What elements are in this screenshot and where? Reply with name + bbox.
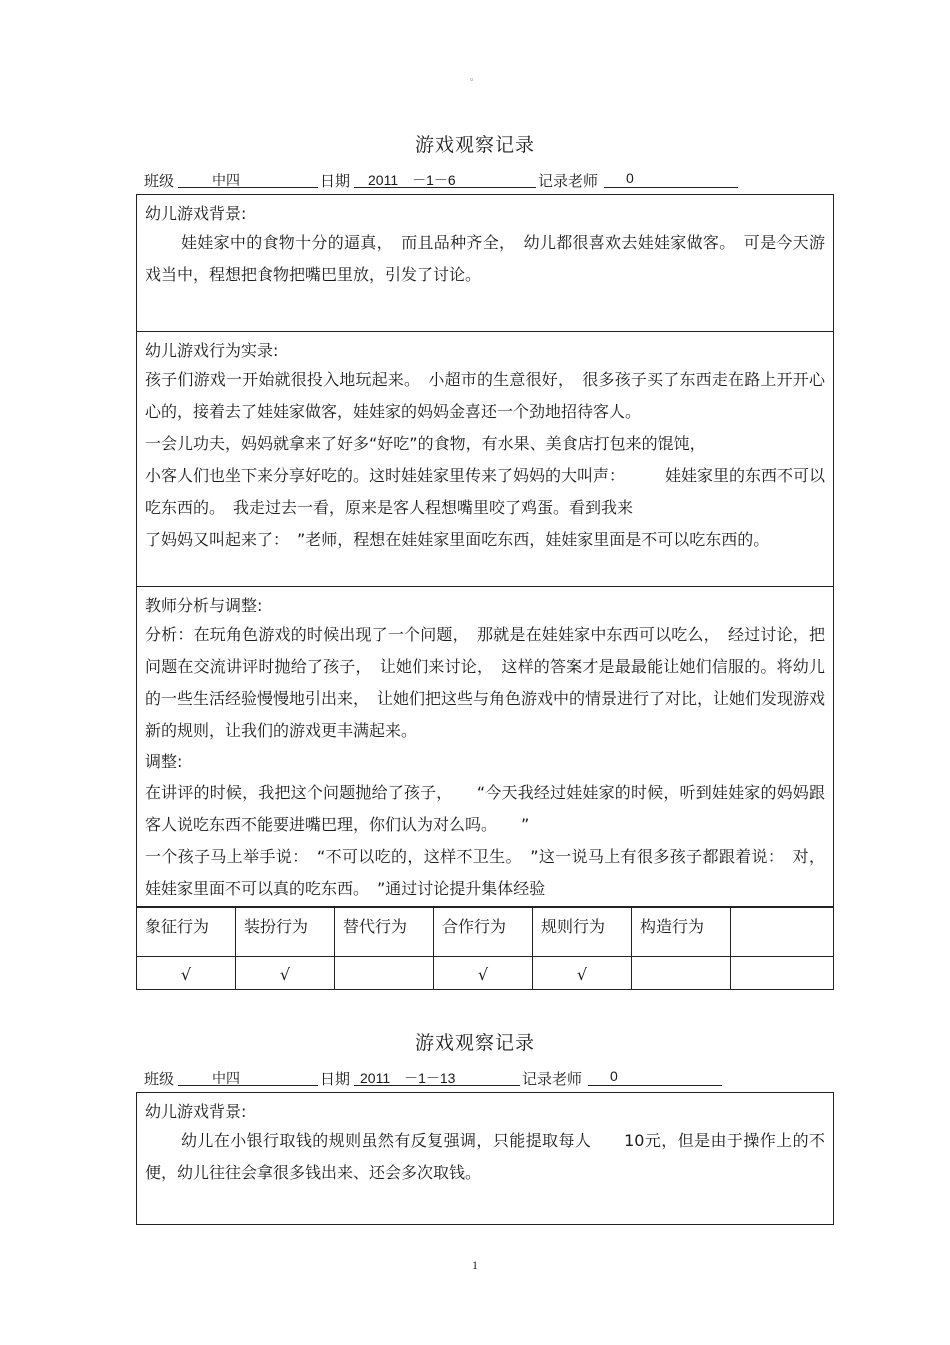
behavior-check-row (137, 956, 833, 989)
analysis-heading: 教师分析与调整: (145, 596, 263, 615)
check-cell: √ (236, 957, 335, 989)
teacher-value: 0 (588, 1068, 722, 1086)
behavior-type-cell: 装扮行为 (236, 908, 335, 956)
date-label: 日期 (320, 172, 351, 190)
teacher-label: 记录老师 (522, 1070, 583, 1088)
date-label: 日期 (320, 1070, 351, 1088)
top-mark: 。 (470, 73, 480, 83)
record1-table (136, 194, 834, 990)
check-cell: √ (533, 957, 632, 989)
teacher-label: 记录老师 (538, 172, 599, 190)
date-value: 2011 －1－13 (354, 1068, 520, 1086)
teacher-value: 0 (604, 170, 738, 188)
behavior-type-cell: 合作行为 (434, 908, 533, 956)
check-cell: √ (137, 957, 236, 989)
background-text: 幼儿在小银行取钱的规则虽然有反复强调，只能提取每人 10元，但是由于操作上的不便，幼儿往往会拿很多钱出来、还会多次取钱。 (145, 1131, 825, 1182)
record2-table (136, 1092, 834, 1225)
behavior-type-cell (731, 908, 833, 956)
check-cell (632, 957, 731, 989)
adjust-heading: 调整: (145, 752, 183, 771)
behavior-type-cell: 构造行为 (632, 908, 731, 956)
behavior-type-cell: 替代行为 (335, 908, 434, 956)
page-number: 1 (472, 1258, 478, 1272)
background-text: 娃娃家中的食物十分的逼真， 而且品种齐全， 幼儿都很喜欢去娃娃家做客。 可是今天游戏当中，程想把食物把嘴巴里放，引发了讨论。 (145, 233, 825, 284)
record1-title: 游戏观察记录 (414, 134, 535, 156)
behavior-heading: 幼儿游戏行为实录: (145, 341, 279, 360)
check-cell (731, 957, 833, 989)
behavior-type-cell: 规则行为 (533, 908, 632, 956)
background-section (137, 1093, 833, 1224)
behavior-type-cell: 象征行为 (137, 908, 236, 956)
record2-title: 游戏观察记录 (414, 1032, 535, 1054)
class-value: 中四 (178, 1068, 318, 1086)
class-label: 班级 (144, 1070, 175, 1088)
date-value: 2011 －1－6 (354, 170, 536, 188)
check-cell: √ (434, 957, 533, 989)
analysis-text: 分析：在玩角色游戏的时候出现了一个问题， 那就是在娃娃家中东西可以吃么， 经过讨论，把问题在交流讲评时抛给了孩子， 让她们来讨论， 这样的答案才是最最能让她们信服的。将幼儿的一些生活经验慢慢地引出来， 让她们把这些与角色游戏中的情景进行了对比，让她们发现游戏新的规则，让我们的游戏更丰满起来。 (145, 625, 826, 740)
analysis-section (137, 587, 833, 907)
behavior-type-row (137, 907, 833, 956)
background-heading: 幼儿游戏背景: (145, 204, 247, 223)
class-value: 中四 (178, 170, 318, 188)
class-label: 班级 (144, 172, 175, 190)
behavior-text: 孩子们游戏一开始就很投入地玩起来。 小超市的生意很好， 很多孩子买了东西走在路上开开心心的，接着去了娃娃家做客，娃娃家的妈妈金喜还一个劲地招待客人。 一会儿功夫，妈妈就拿来了好多“好吃”的食物，有水果、美食店打包来的馄饨， 小客人们也坐下来分享好吃的。这时娃娃家里传来了妈妈的大叫声： 娃娃家里的东西不可以吃东西的。 我走过去一看，原来是客人程想嘴里咬了鸡蛋。看到我来 了妈妈又叫起来了： ”老师，程想在娃娃家里面吃东西，娃娃家里面是不可以吃东西的。 (145, 370, 826, 549)
background-section (137, 195, 833, 332)
adjust-text: 在讲评的时候，我把这个问题抛给了孩子， “今天我经过娃娃家的时候，听到娃娃家的妈妈跟客人说吃东西不能要进嘴巴理，你们认为对么吗。 ” 一个孩子马上举手说： “不可以吃的，这样不卫生。 ”这一说马上有很多孩子都跟着说： 对，娃娃家里面不可以真的吃东西。 ”通过讨论提升集体经验 (145, 783, 825, 898)
behavior-section (137, 332, 833, 587)
background-heading: 幼儿游戏背景: (145, 1102, 247, 1121)
check-cell (335, 957, 434, 989)
